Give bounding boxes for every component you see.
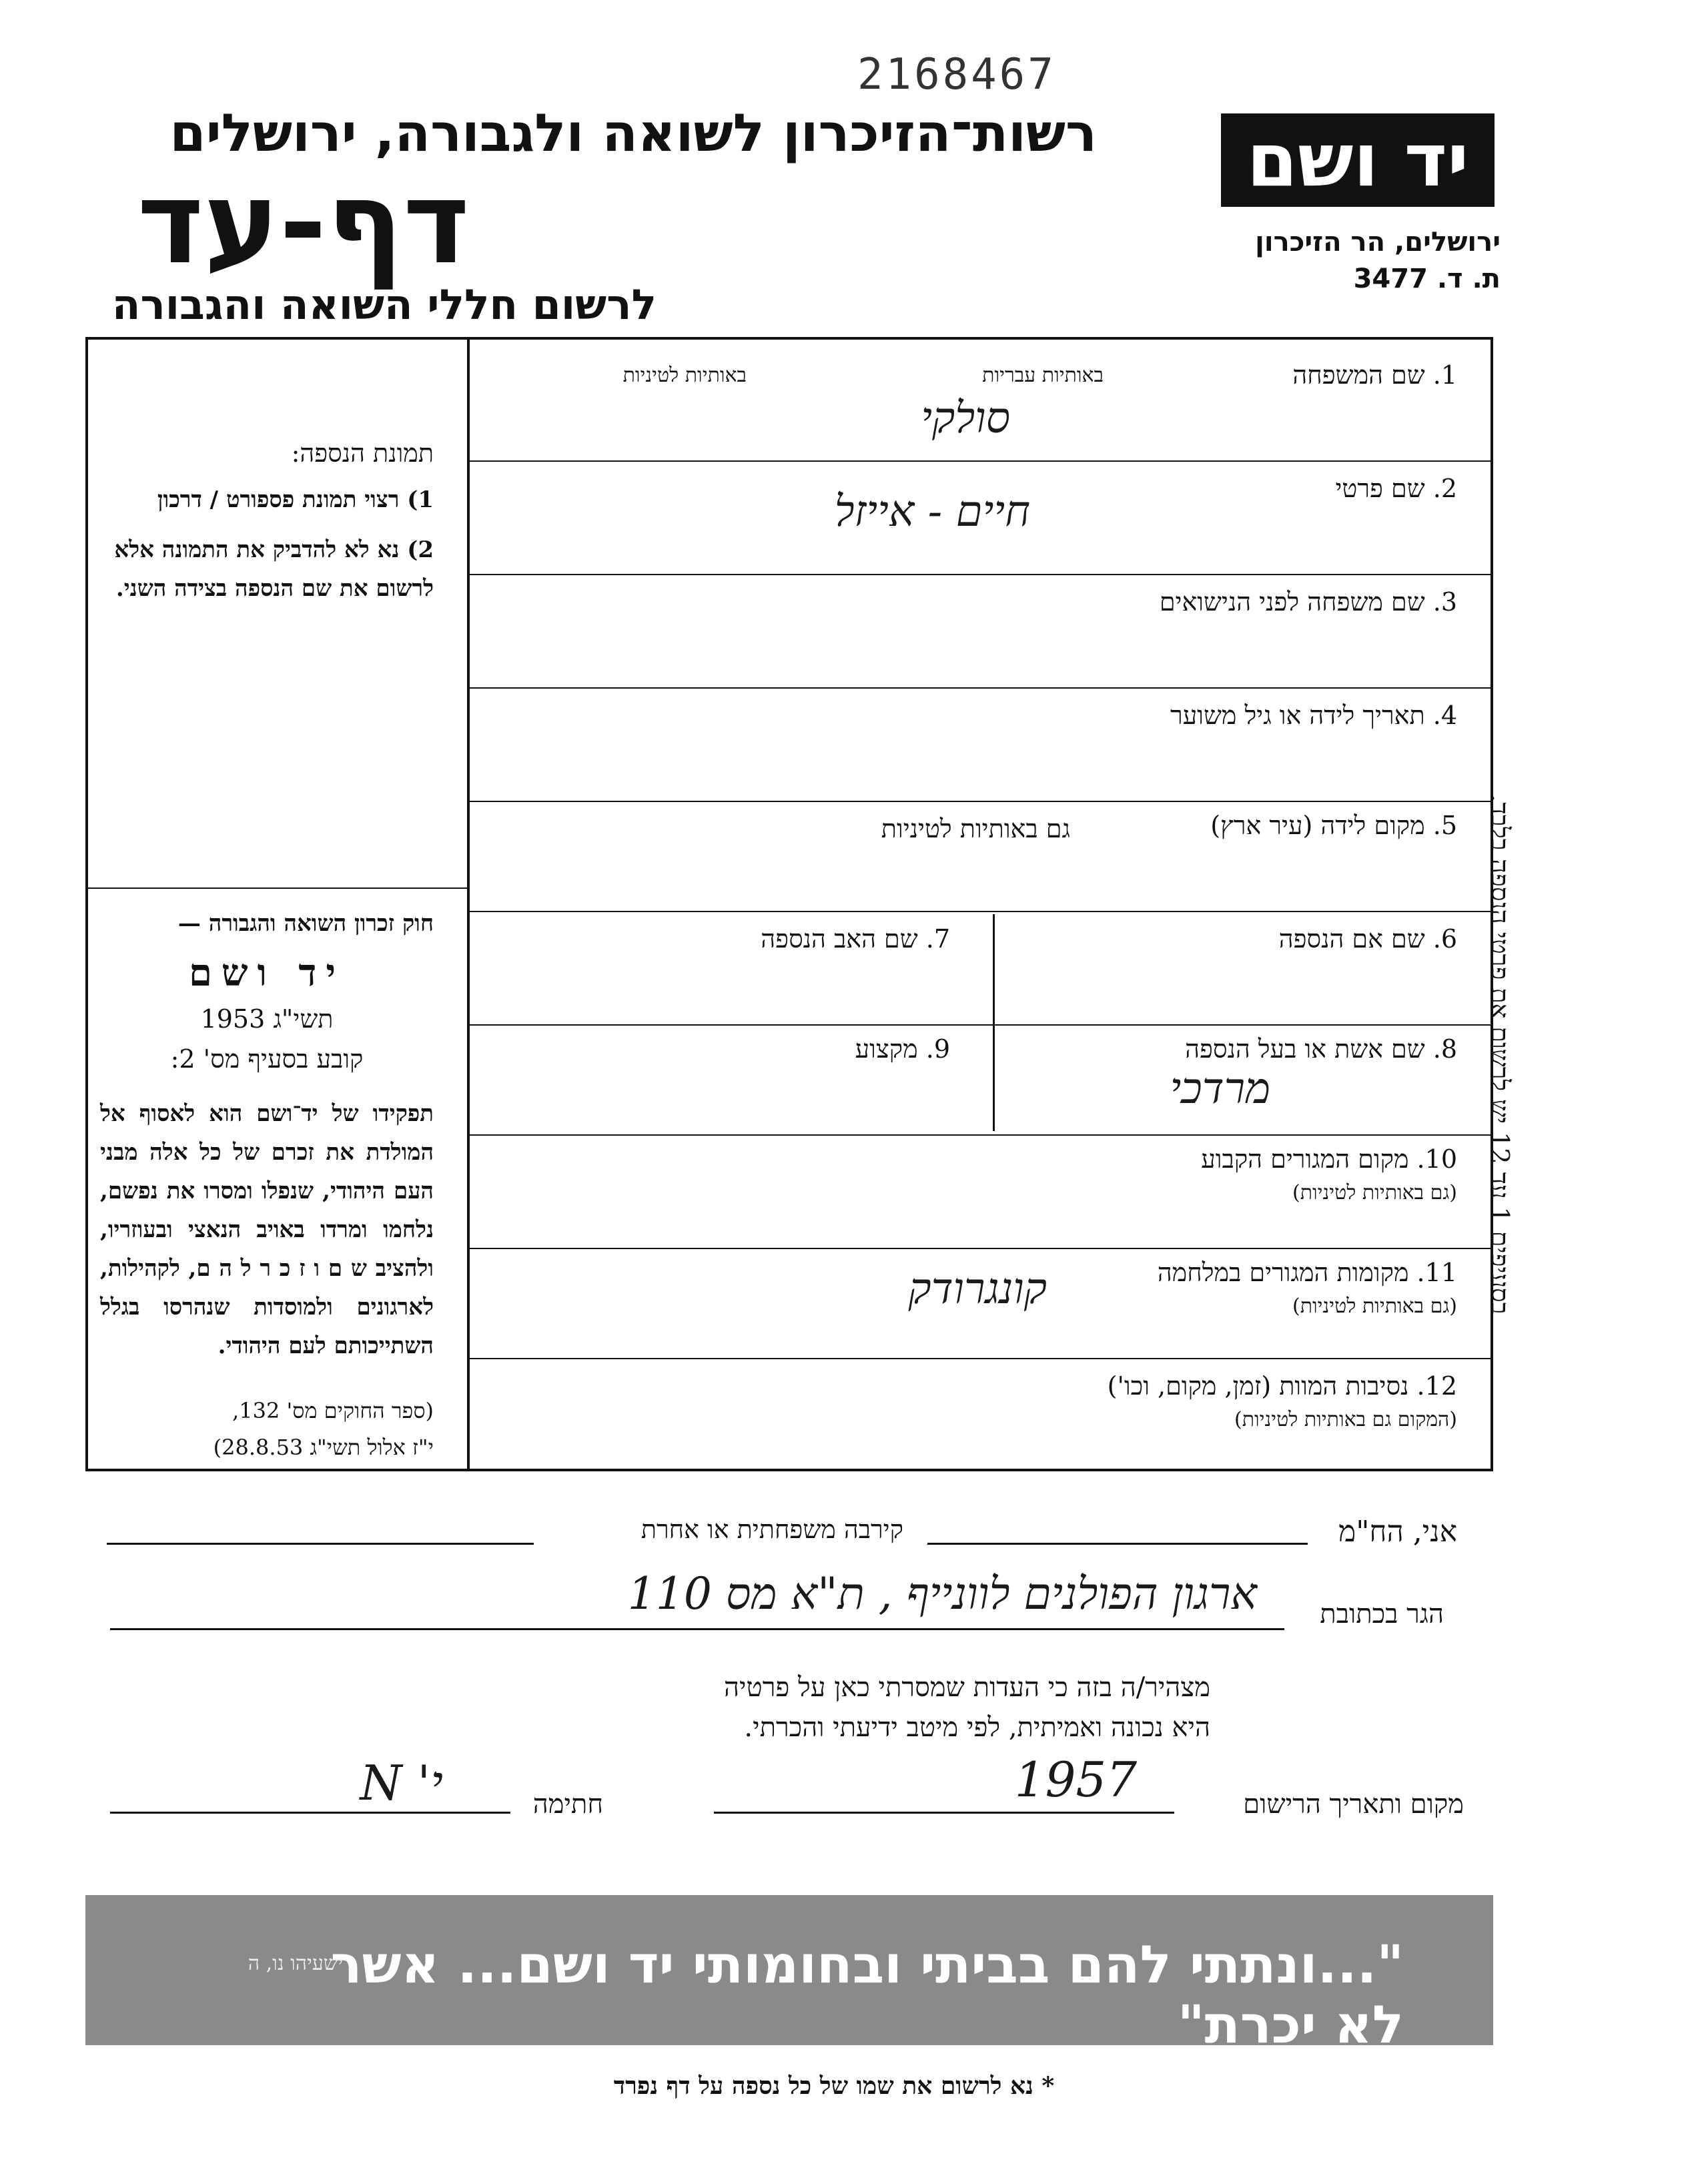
signature-label: חתימה (532, 1789, 603, 1820)
page-subtitle: לרשום חללי השואה והגבורה (111, 280, 657, 329)
relation-label: קירבה משפחתית או אחרת (641, 1515, 903, 1544)
field-note-death-circumstances: (המקום גם באותיות לטיניות) (1234, 1408, 1457, 1431)
latin-letters-header: באותיות לטיניות (622, 364, 747, 387)
place-date-label: מקום ותאריך הרישום (1243, 1789, 1464, 1820)
hebrew-letters-header: באותיות עבריות (982, 364, 1104, 387)
signature-line (110, 1812, 510, 1814)
authority-name: רשות־הזיכרון לשואה ולגבורה, ירושלים (169, 103, 1097, 163)
witness-name-line[interactable] (927, 1543, 1308, 1545)
row-divider (467, 1358, 1493, 1359)
law-name: יד ושם (188, 951, 346, 995)
relation-line[interactable] (107, 1543, 534, 1545)
law-text: תפקידו של יד־ושם הוא לאסוף אל המולדת את זכרם של כל אלה מבני העם היהודי, שנפלו ומסרו את נפשם, נלחמו ומרדו באויב הנאצי ובעוזריו, ולהציב ש ם ו ז כ ר ל ה ם, לקהילות, לארגונים ולמוסדות שנהרסו בגלל השתייכותם לעם היהודי. (100, 1100, 434, 1359)
column-divider (467, 337, 470, 1471)
law-section: קובע בסעיף מס' 2: (170, 1044, 364, 1074)
field-label-death-circumstances: 12. נסיבות המוות (זמן, מקום, וכו') (1107, 1371, 1457, 1401)
field-value-wartime-residence[interactable]: קונגרודק (908, 1264, 1047, 1314)
row-divider (467, 687, 1493, 689)
field-label-maiden-name: 3. שם משפחה לפני הנישואים (1159, 587, 1457, 617)
location-line-1: ירושלים, הר הזיכרון (1255, 227, 1501, 258)
place-date-line (714, 1812, 1174, 1814)
field-label-birth-date: 4. תאריך לידה או גיל משוער (1170, 701, 1457, 730)
row-divider (467, 801, 1493, 802)
statement-line-2: היא נכונה ואמיתית, לפי מיטב ידיעתי והכרתי. (744, 1712, 1210, 1743)
declaration-i: אני, הח"מ (1338, 1515, 1457, 1549)
field-label-father-name: 7. שם האב הנספה (761, 924, 950, 954)
field-note-wartime-residence: (גם באותיות לטיניות) (1292, 1295, 1457, 1318)
vertical-note: בסעיפים 1 עד 12 יש לרשום את פרטי הנספה בלבד. (1485, 794, 1515, 1315)
mid-divider (993, 914, 995, 1131)
field-note-birth-place: גם באותיות לטיניות (881, 814, 1070, 843)
field-value-first-name[interactable]: חיים - אייזל (834, 487, 1030, 536)
banner-quote: "...ונתתי להם בביתי ובחומותי יד ושם... אשר לא יכרת" (330, 1935, 1404, 2055)
law-title: חוק זכרון השואה והגבורה — (177, 910, 434, 937)
law-year: תשי"ג 1953 (200, 1004, 334, 1034)
law-ref-1: (ספר החוקים מס' 132, (232, 1398, 434, 1423)
law-ref-2: י"ז אלול תשי"ג 28.8.53) (213, 1435, 434, 1460)
field-value-spouse-name[interactable]: מרדכי (1170, 1064, 1270, 1114)
field-label-mother-name: 6. שם אם הנספה (1278, 924, 1457, 954)
footer-note: * נא לרשום את שמו של כל נספה על דף נפרד (613, 2072, 1055, 2100)
row-divider (467, 911, 1493, 912)
row-divider (467, 1134, 1493, 1136)
field-label-wartime-residence: 11. מקומות המגורים במלחמה (1157, 1258, 1457, 1287)
place-date-value[interactable]: 1957 (1014, 1752, 1137, 1808)
field-label-birth-place: 5. מקום לידה (עיר ארץ) (1210, 811, 1457, 840)
row-divider (467, 1248, 1493, 1249)
page-title: דף-עד (137, 157, 470, 290)
yad-vashem-logo: יד ושם (1246, 117, 1469, 203)
photo-title: תמונת הנספה: (291, 438, 434, 468)
field-note-permanent-residence: (גם באותיות לטיניות) (1292, 1181, 1457, 1204)
field-label-spouse-name: 8. שם אשת או בעל הנספה (1185, 1034, 1457, 1064)
field-label-family-name: 1. שם המשפחה (1292, 360, 1457, 390)
photo-item-2: 2) נא לא להדביק את התמונה אלא לרשום את שם הנספה בצידה השני. (114, 536, 434, 602)
row-divider (467, 1024, 1493, 1026)
field-label-profession: 9. מקצוע (855, 1034, 950, 1064)
row-divider (467, 574, 1493, 575)
field-label-first-name: 2. שם פרטי (1335, 474, 1457, 503)
left-divider (85, 887, 468, 889)
statement-line-1: מצהיר/ה בזה כי העדות שמסרתי כאן על פרטיה (724, 1672, 1210, 1703)
address-label: הגר בכתובת (1320, 1599, 1444, 1629)
signature-value[interactable]: י' N (360, 1755, 443, 1811)
address-value[interactable]: ארגון הפולנים לוונייף , ת"א מס 110 (627, 1568, 1257, 1619)
location-line-2: ת. ד. 3477 (1353, 264, 1501, 294)
banner-source: ישעיהו נו, ה (248, 1952, 343, 1975)
address-line (110, 1628, 1284, 1630)
field-value-family-name[interactable]: סולקי (921, 394, 1010, 443)
row-divider (467, 460, 1493, 462)
field-label-permanent-residence: 10. מקום המגורים הקבוע (1201, 1144, 1457, 1174)
photo-item-1: 1) רצוי תמונת פספורט / דרכון (157, 486, 434, 513)
serial-number: 2168467 (857, 50, 1056, 99)
